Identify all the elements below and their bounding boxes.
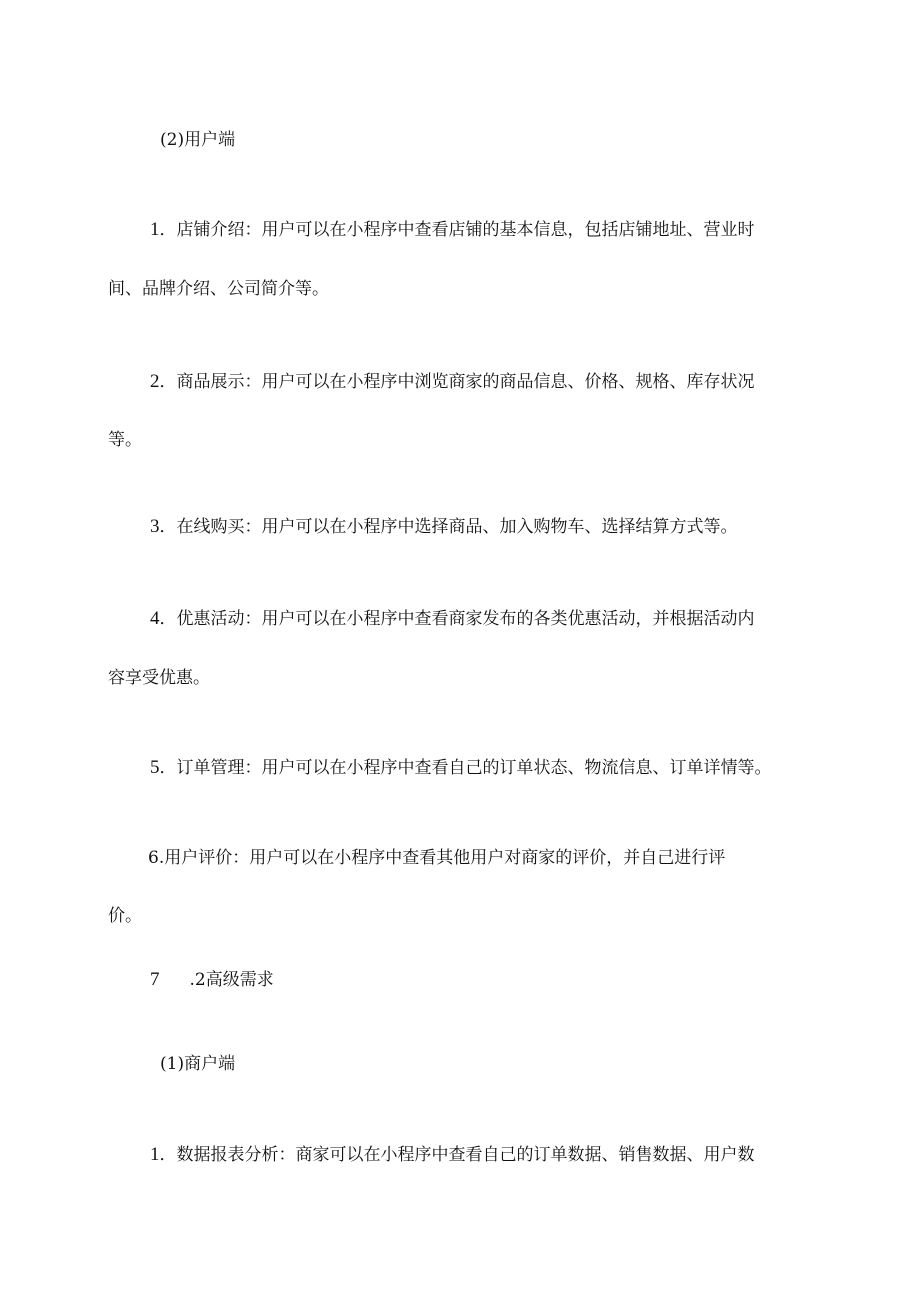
item-number: 4 <box>150 608 160 629</box>
item-text: ．店铺介绍：用户可以在小程序中查看店铺的基本信息，包括店铺地址、营业时 <box>159 220 755 240</box>
heading-text: (2)用户端 <box>160 130 236 150</box>
list-item-continuation <box>108 666 210 690</box>
item-number: 3 <box>150 516 160 537</box>
item-number: 5 <box>150 757 160 778</box>
item-text: ．订单管理：用户可以在小程序中查看自己的订单状态、物流信息、订单详情等。 <box>159 758 772 778</box>
item-number: 1 <box>150 1144 160 1165</box>
heading-number: 7 <box>150 969 160 990</box>
list-item-continuation <box>108 277 329 301</box>
item-text: 价。 <box>108 906 142 926</box>
item-text: ．商品展示：用户可以在小程序中浏览商家的商品信息、价格、规格、库存状况 <box>159 372 755 392</box>
list-item <box>150 1143 755 1167</box>
heading-text: (1)商户端 <box>160 1054 236 1074</box>
item-text: ．数据报表分析：商家可以在小程序中查看自己的订单数据、销售数据、用户数 <box>159 1145 755 1165</box>
item-text: ．在线购买：用户可以在小程序中选择商品、加入购物车、选择结算方式等。 <box>159 517 738 537</box>
list-item-continuation <box>108 428 142 452</box>
section-heading-merchant-side <box>160 1052 235 1076</box>
heading-text: .2高级需求 <box>189 970 274 990</box>
item-text: 等。 <box>108 430 142 450</box>
list-item <box>150 607 755 631</box>
section-heading-user-side <box>160 128 235 152</box>
list-item <box>150 756 772 780</box>
item-number: 1 <box>150 219 160 240</box>
item-text: 间、品牌介绍、公司简介等。 <box>108 279 329 299</box>
item-number: 2 <box>150 371 160 392</box>
item-text: ．优惠活动：用户可以在小程序中查看商家发布的各类优惠活动，并根据活动内 <box>159 609 755 629</box>
list-item <box>150 515 738 539</box>
list-item <box>150 218 755 242</box>
list-item-continuation <box>108 904 142 928</box>
list-item <box>148 846 725 870</box>
list-item <box>150 370 755 394</box>
item-text: 6.用户评价：用户可以在小程序中查看其他用户对商家的评价，并自己进行评 <box>148 848 726 868</box>
item-text: 容享受优惠。 <box>108 668 210 688</box>
section-heading-advanced-requirements <box>150 968 274 992</box>
